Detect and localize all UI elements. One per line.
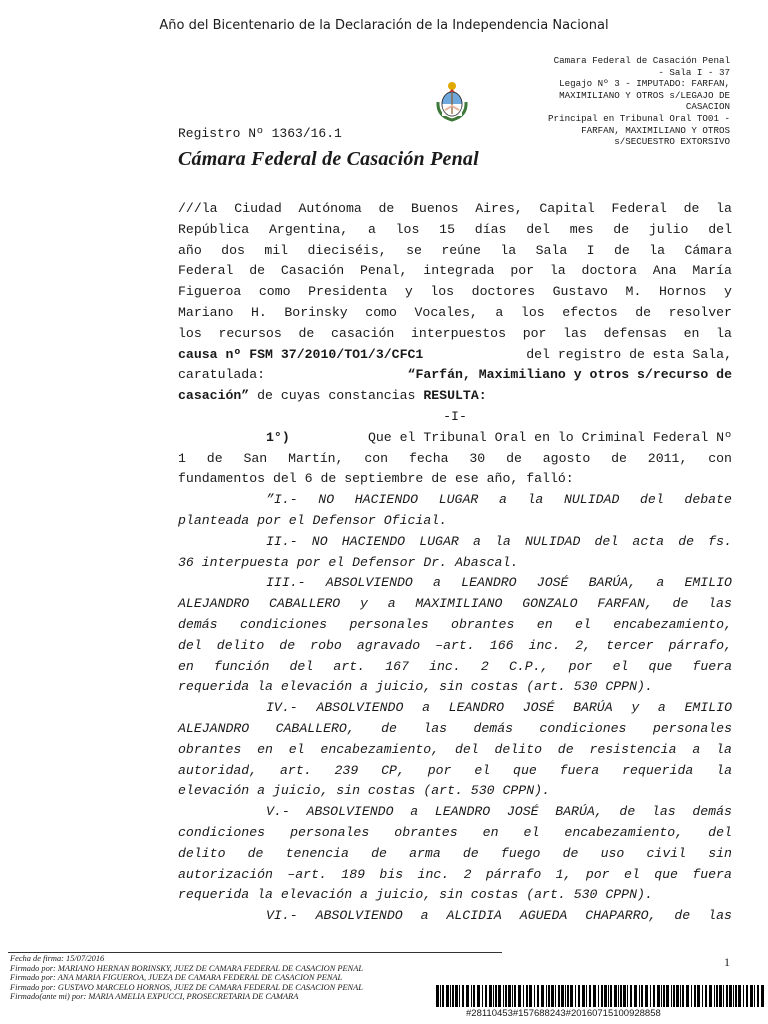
barcode-bar xyxy=(673,985,675,1007)
verdict-line: IV.- ABSOLVIENDO a LEANDRO JOSÉ BARÚA y a EMILIO xyxy=(266,700,732,716)
barcode-bar xyxy=(442,985,444,1007)
resulta-line xyxy=(178,386,732,407)
verdict-line: ”I.- NO HACIENDO LUGAR a la NULIDAD del debate xyxy=(266,492,732,508)
barcode-bar xyxy=(680,985,681,1007)
barcode-bar xyxy=(716,985,718,1007)
barcode-bar xyxy=(489,985,492,1007)
barcode-bar xyxy=(686,985,689,1007)
bicentenario-banner: Año del Bicentenario de la Declaración de la Independencia Nacional xyxy=(159,18,609,33)
barcode-bar xyxy=(534,985,535,1007)
barcode-bar xyxy=(523,985,524,1007)
case-header-line: CASACION xyxy=(685,101,730,113)
barcode-bar xyxy=(738,985,741,1007)
resolution-body xyxy=(178,199,732,927)
barcode-bar xyxy=(726,985,728,1007)
barcode-bar xyxy=(754,985,755,1007)
barcode-bar xyxy=(462,985,464,1007)
opening-paragraph xyxy=(178,199,732,345)
barcode-bar xyxy=(541,985,544,1007)
barcode-bar xyxy=(514,985,516,1007)
barcode-bar xyxy=(565,985,566,1007)
barcode-bar xyxy=(608,985,609,1007)
barcode-bar xyxy=(593,985,596,1007)
barcode-bar xyxy=(495,985,497,1007)
barcode-bar xyxy=(466,985,469,1007)
verdict-line: elevación a juicio, sin costas (art. 530 CPPN). xyxy=(178,783,550,799)
barcode-bar xyxy=(498,985,501,1007)
barcode-bar xyxy=(714,985,715,1007)
barcode-bar xyxy=(548,985,550,1007)
barcode-bar xyxy=(598,985,599,1007)
barcode-text: #28110453#157688243#20160715100928858 xyxy=(466,1008,661,1019)
barcode-bar xyxy=(663,985,665,1007)
barcode-bar xyxy=(529,985,532,1007)
barcode-bar xyxy=(733,985,734,1007)
barcode-bar xyxy=(505,985,507,1007)
verdict-line: demás condiciones personales obrantes en el encabezamiento, xyxy=(178,616,732,632)
point-1-text: Que el Tribunal Oral en lo Criminal Federal Nº xyxy=(360,429,732,445)
verdict-line: requerida la elevación a juicio, sin costas (art. 530 CPPN). xyxy=(178,887,653,903)
barcode-bar xyxy=(694,985,696,1007)
signature-line: Firmado por: ANA MARIA FIGUEROA, JUEZA DE CAMARA FEDERAL DE CASACION PENAL xyxy=(10,973,343,983)
case-header xyxy=(515,55,730,148)
barcode-bar xyxy=(691,985,692,1007)
verdict-line: VI.- ABSOLVIENDO a ALCIDIA AGUEDA CHAPARRO, de las xyxy=(266,908,732,924)
barcode-bar xyxy=(582,985,585,1007)
barcode-bar xyxy=(555,985,556,1007)
point-1-line: fundamentos del 6 de septiembre de ese año, falló: xyxy=(178,471,574,487)
resulta-connector: de cuyas constancias xyxy=(249,388,424,404)
verdict-line: planteada por el Defensor Oficial. xyxy=(178,512,448,528)
barcode-bar xyxy=(671,985,672,1007)
barcode-bar xyxy=(676,985,679,1007)
opening-paragraph-line: Mariano H. Borinsky como Vocales, a los efectos de resolver xyxy=(178,304,732,320)
opening-paragraph-line: año dos mil dieciséis, se reúne la Sala I de la Cámara xyxy=(178,242,732,258)
verdict-line: ALEJANDRO CABALLERO, de las demás condiciones personales xyxy=(178,720,732,736)
barcode-bar xyxy=(702,985,703,1007)
case-header-line: - Sala I - 37 xyxy=(658,66,730,78)
barcode-bar xyxy=(452,985,454,1007)
barcode-bar xyxy=(575,985,576,1007)
verdict-line: requerida la elevación a juicio, sin costas (art. 530 CPPN). xyxy=(178,679,653,695)
barcode-bar xyxy=(735,985,737,1007)
barcode-bar xyxy=(512,985,513,1007)
case-header-line: Legajo Nº 3 - IMPUTADO: FARFAN, xyxy=(559,78,730,90)
barcode-bar xyxy=(627,985,628,1007)
case-header-line: s/SECUESTRO EXTORSIVO xyxy=(614,136,730,148)
signature-line: Fecha de firma: 15/07/2016 xyxy=(10,954,105,963)
section-mark xyxy=(178,407,732,428)
barcode-bar xyxy=(641,985,643,1007)
resulta-keyword: RESULTA: xyxy=(423,388,487,404)
barcode-bar xyxy=(578,985,580,1007)
barcode-bar xyxy=(709,985,712,1007)
verdict-line: III.- ABSOLVIENDO a LEANDRO JOSÉ BARÚA, a EMILIO xyxy=(266,575,732,591)
verdict-line: II.- NO HACIENDO LUGAR a la NULIDAD del acta de fs. xyxy=(266,533,732,549)
barcode-bar xyxy=(570,985,573,1007)
barcode-bar xyxy=(537,985,539,1007)
barcode-bar xyxy=(518,985,521,1007)
point-1-first-line xyxy=(178,428,732,449)
signature-line: Firmado(ante mi) por: MARIA AMELIA EXPUCCI, PROSECRETARIA DE CAMARA xyxy=(10,992,299,1002)
barcode-bar xyxy=(705,985,707,1007)
case-header-line: FARFAN, MAXIMILIANO Y OTROS xyxy=(581,124,730,136)
verdict-line: ALEJANDRO CABALLERO y a MAXIMILIANO GONZALO FARFAN, de las xyxy=(178,596,732,612)
barcode-bar xyxy=(477,985,480,1007)
barcode-bar xyxy=(639,985,640,1007)
barcode-bar xyxy=(455,985,458,1007)
caratulada-label: caratulada: xyxy=(178,367,266,383)
opening-paragraph-line: Figueroa como Presidenta y los doctores Gustavo M. Hornos y xyxy=(178,284,732,300)
causa-number: causa nº FSM 37/2010/TO1/3/CFC1 xyxy=(178,346,424,362)
barcode-bar xyxy=(485,985,487,1007)
barcode-bar xyxy=(503,985,504,1007)
verdict-line: autoridad, art. 239 CP, por el que fuera requerida la xyxy=(178,762,732,778)
barcode-bar xyxy=(657,985,660,1007)
registro-number: Registro Nº 1363/16.1 xyxy=(178,126,342,141)
barcode-bar xyxy=(586,985,587,1007)
opening-paragraph-line: los recursos de casación interpuestos por las defensas en la xyxy=(178,325,732,341)
barcode-bar xyxy=(546,985,547,1007)
causa-rest: del registro de esta Sala, xyxy=(518,346,732,362)
barcode-bar xyxy=(558,985,560,1007)
barcode-bar xyxy=(601,985,603,1007)
barcode-bar xyxy=(508,985,511,1007)
barcode-bar xyxy=(604,985,607,1007)
signature-divider xyxy=(8,952,502,953)
barcode-bar xyxy=(473,985,475,1007)
page-number: 1 xyxy=(724,955,730,969)
case-header-line: MAXIMILIANO Y OTROS s/LEGAJO DE xyxy=(559,89,730,101)
barcode-bar xyxy=(450,985,451,1007)
causa-line xyxy=(178,345,732,366)
verdict-line: autorización –art. 189 bis inc. 2 párrafo 1, por el que fuera xyxy=(178,866,732,882)
barcode-bar xyxy=(750,985,753,1007)
case-caption-end: casación” xyxy=(178,388,250,404)
verdict-line: delito de tenencia de arma de fuego de uso civil sin xyxy=(178,845,732,861)
barcode-bar xyxy=(746,985,748,1007)
verdict-text xyxy=(178,490,732,927)
barcode-bar xyxy=(482,985,483,1007)
barcode-icon xyxy=(436,985,766,1007)
barcode-bar xyxy=(493,985,494,1007)
signature-line: Firmado por: GUSTAVO MARCELO HORNOS, JUEZ DE CAMARA FEDERAL DE CASACION PENAL xyxy=(10,982,363,992)
barcode-bar xyxy=(623,985,626,1007)
barcode-bar xyxy=(436,985,439,1007)
point-1-label: 1°) xyxy=(266,429,290,445)
point-1-lines xyxy=(178,449,732,491)
verdict-line: obrantes en el encabezamiento, del delito de resistencia a la xyxy=(178,741,732,757)
barcode-bar xyxy=(526,985,528,1007)
barcode-bar xyxy=(610,985,612,1007)
caratulada-line xyxy=(178,365,732,386)
barcode-bar xyxy=(743,985,744,1007)
barcode-bar xyxy=(682,985,684,1007)
opening-paragraph-line: Federal de Casación Penal, integrada por la doctora Ana María xyxy=(178,263,732,279)
barcode-bar xyxy=(729,985,732,1007)
case-caption: “Farfán, Maximiliano y otros s/recurso de xyxy=(407,367,732,383)
barcode-bar xyxy=(634,985,637,1007)
barcode-bar xyxy=(630,985,632,1007)
verdict-line: en función del art. 167 inc. 2 C.P., por el que fuera xyxy=(178,658,732,674)
barcode-bar xyxy=(440,985,441,1007)
case-header-line: Principal en Tribunal Oral TO01 - xyxy=(548,112,730,124)
case-header-line: Camara Federal de Casación Penal xyxy=(553,55,730,66)
barcode-bar xyxy=(661,985,662,1007)
verdict-line: V.- ABSOLVIENDO a LEANDRO JOSÉ BARÚA, de las demás xyxy=(266,804,732,820)
barcode-bar xyxy=(666,985,669,1007)
opening-paragraph-line: República Argentina, a los 15 días del mes de julio del xyxy=(178,221,732,237)
barcode-bar xyxy=(757,985,759,1007)
barcode-bar xyxy=(620,985,622,1007)
signature-line: Firmado por: MARIANO HERNAN BORINSKY, JUEZ DE CAMARA FEDERAL DE CASACION PENAL xyxy=(10,963,363,973)
barcode-bar xyxy=(551,985,554,1007)
barcode-bar xyxy=(645,985,648,1007)
barcode-bar xyxy=(567,985,569,1007)
court-name-heading: Cámara Federal de Casación Penal xyxy=(178,148,479,170)
argentine-coat-of-arms-icon xyxy=(432,80,472,122)
barcode-bar xyxy=(446,985,449,1007)
verdict-line: del delito de robo agravado –art. 166 inc. 2, tercer párrafo, xyxy=(178,637,732,653)
verdict-line: condiciones personales obrantes en el encabezamiento, del xyxy=(178,824,732,840)
barcode-bar xyxy=(653,985,655,1007)
barcode-bar xyxy=(589,985,591,1007)
signature-block xyxy=(10,954,450,1002)
barcode-bar xyxy=(719,985,722,1007)
barcode-bar xyxy=(614,985,617,1007)
opening-paragraph-line: ///la Ciudad Autónoma de Buenos Aires, Capital Federal de la xyxy=(178,201,732,216)
barcode-bar xyxy=(697,985,700,1007)
barcode-bar xyxy=(723,985,724,1007)
barcode-bar xyxy=(650,985,651,1007)
point-1-line: 1 de San Martín, con fecha 30 de agosto de 2011, con xyxy=(178,450,732,466)
section-mark-text: -I- xyxy=(443,408,467,424)
barcode-bar xyxy=(561,985,564,1007)
verdict-line: 36 interpuesta por el Defensor Dr. Abascal. xyxy=(178,554,519,570)
barcode-bar xyxy=(618,985,619,1007)
barcode-bar xyxy=(761,985,764,1007)
barcode-bar xyxy=(459,985,460,1007)
barcode-bar xyxy=(471,985,472,1007)
